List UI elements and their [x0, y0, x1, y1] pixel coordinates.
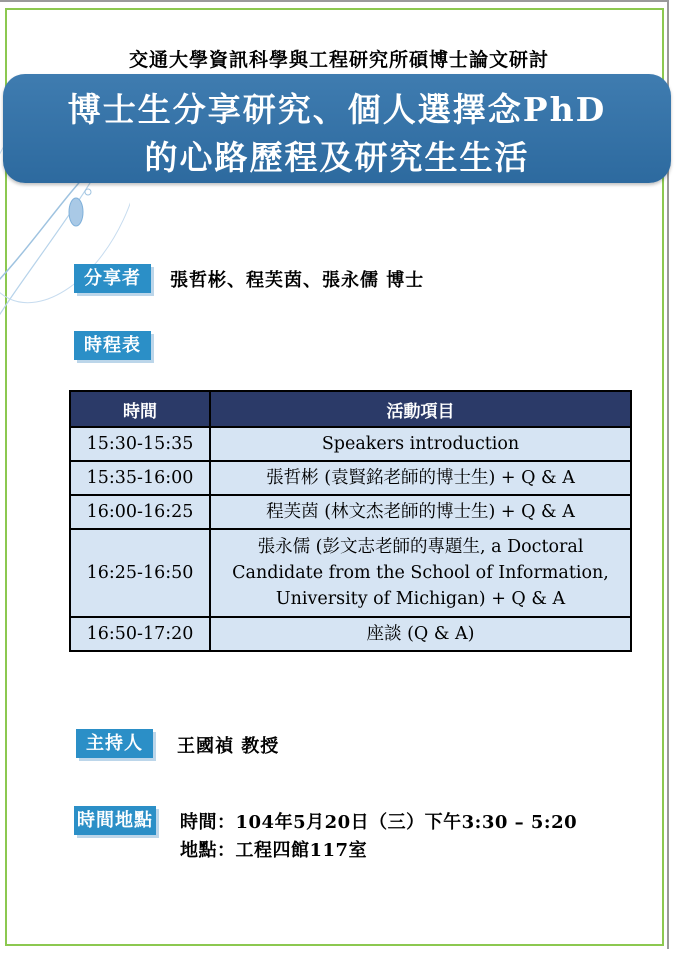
table-row — [70, 427, 631, 461]
row-time: 16:25-16:50 — [70, 529, 210, 617]
host-label: 主持人 — [76, 729, 153, 758]
row-activity: 程芙茵 (林文杰老師的博士生) + Q & A — [210, 495, 631, 529]
table-header-row — [70, 391, 631, 427]
table-row — [70, 529, 631, 617]
table-row — [70, 495, 631, 529]
row-time: 15:30-15:35 — [70, 427, 210, 461]
schedule-label: 時程表 — [74, 331, 151, 360]
schedule-table — [69, 390, 632, 652]
speakers-names: 張哲彬、程芙茵、張永儒 博士 — [170, 270, 425, 291]
title-line-2: 的心路歷程及研究生生活 — [144, 138, 530, 177]
row-time: 15:35-16:00 — [70, 461, 210, 495]
row-time: 16:50-17:20 — [70, 617, 210, 651]
title-line-1: 博士生分享研究、個人選擇念PhD — [67, 90, 607, 129]
event-time: 時間：104年5月20日（三）下午3:30 – 5:20 — [180, 812, 578, 833]
event-place: 地點：工程四館117室 — [180, 840, 368, 861]
time-place-label: 時間地點 — [74, 806, 156, 835]
row-activity: 座談 (Q & A) — [210, 617, 631, 651]
row-activity: Speakers introduction — [210, 427, 631, 461]
event-subtitle: 交通大學資訊科學與工程研究所碩博士論文研討 — [128, 49, 549, 71]
row-activity: 張永儒 (彭文志老師的專題生, a Doctoral Candidate from the School of Information, University of Michigan) + Q & A — [210, 529, 631, 617]
table-row — [70, 461, 631, 495]
column-header-time: 時間 — [70, 391, 210, 427]
host-name: 王國禎 教授 — [177, 736, 280, 757]
row-activity: 張哲彬 (袁賢銘老師的博士生) + Q & A — [210, 461, 631, 495]
column-header-activity: 活動項目 — [210, 391, 631, 427]
title-banner — [3, 74, 671, 183]
row-time: 16:00-16:25 — [70, 495, 210, 529]
table-row — [70, 617, 631, 651]
speakers-label: 分享者 — [74, 264, 151, 293]
